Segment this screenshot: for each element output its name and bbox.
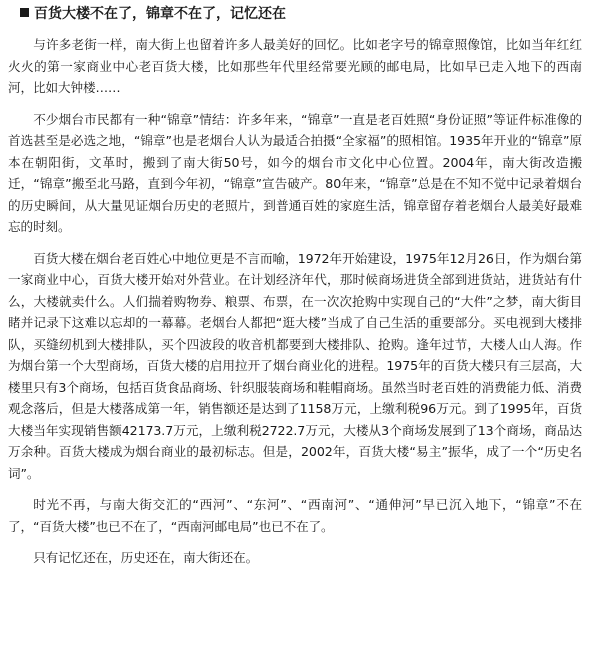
square-bullet-icon	[20, 8, 29, 17]
paragraph-intro: 与许多老街一样，南大街上也留着许多人最美好的回忆。比如老字号的锦章照像馆，比如当年红红火火的第一家商业中心老百货大楼，比如那些年代里经常要光顾的邮电局，比如早已走入地下的西南河，比如大钟楼……	[8, 37, 582, 95]
paragraph-jinzhang: 不少烟台市民都有一种“锦章”情结：许多年来，“锦章”一直是老百姓照“身份证照”等证件标准像的首选甚至是必选之地，“锦章”也是老烟台人认为最适合拍摄“全家福”的照相馆。1935年开业的“锦章”原本在朝阳街，文革时，搬到了南大街50号，如今的烟台市文化中心位置。2004年，南大街改造搬迁，“锦章”搬至北马路，直到今年初，“锦章”宣告破产。80年来，“锦章”总是在不知不觉中记录着烟台的历史瞬间，从大量见证烟台历史的老照片，到普通百姓的家庭生活，锦章留存着老烟台人最美好最难忘的时刻。	[8, 111, 582, 234]
article-heading-text: 百货大楼不在了，锦章不在了，记忆还在	[34, 6, 286, 22]
paragraph-closing: 只有记忆还在，历史还在，南大街还在。	[33, 550, 259, 565]
paragraph-department-store: 百货大楼在烟台老百姓心中地位更是不言而喻，1972年开始建设，1975年12月26日，作为烟台第一家商业中心，百货大楼开始对外营业。在计划经济年代，那时候商场进货全部到进货站，进货站有什么，大楼就卖什么。人们揣着购物券、粮票、布票，在一次次抢购中实现自己的“大件”之梦，南大街目睹并记录下这难以忘却的一幕幕。老烟台人都把“逛大楼”当成了自己生活的重要部分。买电视到大楼排队，买缝纫机到大楼排队，买个四波段的收音机都要到大楼排队、抢购。逢年过节，大楼人山人海。作为烟台第一个大型商场，百货大楼的启用拉开了烟台商业化的进程。1975年的百货大楼只有三层高，大楼里只有3个商场，包括百货食品商场、针织服装商场和鞋帽商场。虽然当时老百姓的消费能力低、消费观念落后，但是大楼落成第一年，销售额还是达到了1158万元，上缴利税96万元。到了1995年，百货大楼当年实现销售额42173.7万元，上缴利税2722.7万元，大楼从3个商场发展到了13个商场，商品达万余种。百货大楼成为烟台商业的最初标志。但是，2002年，百货大楼“易主”振华，成了一个“历史名词”。	[8, 250, 582, 481]
article-heading	[8, 4, 582, 24]
paragraph-rivers: 时光不再，与南大街交汇的“西河”、“东河”、“西南河”、“通伸河”早已沉入地下，“锦章”不在了，“百货大楼”也已不在了，“西南河邮电局”也已不在了。	[8, 497, 582, 534]
